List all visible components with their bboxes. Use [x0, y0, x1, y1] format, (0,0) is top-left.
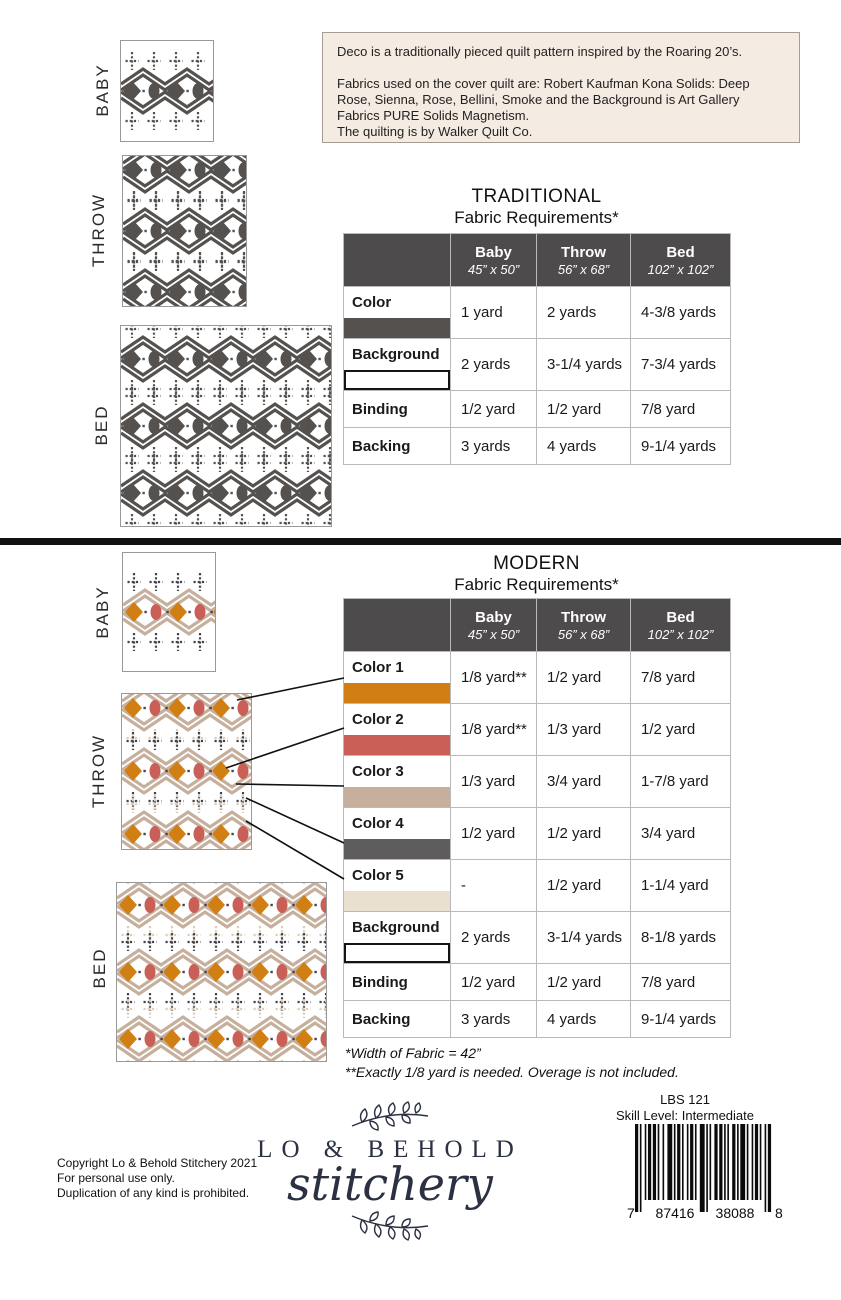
column-header-throw — [537, 599, 631, 652]
svg-text:7: 7 — [627, 1205, 635, 1221]
row-label-color-5 — [344, 860, 451, 912]
cell-backing-bed: 9-1/4 yards — [631, 1001, 731, 1038]
label-traditional-bed: BED — [92, 404, 111, 446]
column-name: Baby — [475, 608, 512, 626]
row-label-text: Binding — [352, 400, 408, 418]
logo-wordmark: LO & BEHOLD — [257, 1136, 523, 1163]
sku-block — [590, 1092, 780, 1124]
column-header-bed — [631, 234, 731, 287]
row-label-color — [344, 287, 451, 339]
cell-color-4-throw: 1/2 yard — [537, 808, 631, 860]
column-header-baby — [451, 599, 537, 652]
laurel-sprig-icon — [348, 1210, 432, 1242]
modern-fabric-table — [343, 598, 731, 1038]
column-name: Bed — [666, 608, 695, 626]
row-label-text: Color 2 — [352, 711, 404, 728]
cell-background-throw: 3-1/4 yards — [537, 912, 631, 964]
section-divider — [0, 538, 841, 545]
cell-backing-throw: 4 yards — [537, 428, 631, 465]
cell-binding-throw: 1/2 yard — [537, 391, 631, 428]
traditional-title: TRADITIONAL — [471, 186, 602, 207]
upc-barcode — [623, 1122, 787, 1224]
info-line-2: Fabrics used on the cover quilt are: Robert Kaufman Kona Solids: Deep Rose, Sienna, Rose, Bellini, Smoke and the Background is Art Gallery Fabrics PURE Solids Magnetism. — [337, 76, 750, 123]
cell-backing-throw: 4 yards — [537, 1001, 631, 1038]
fabric-swatch-color-2 — [344, 735, 450, 755]
cell-background-baby: 2 yards — [451, 339, 537, 391]
row-label-color-2 — [344, 704, 451, 756]
copyright-line-1: Copyright Lo & Behold Stitchery 2021 — [57, 1156, 258, 1170]
fabric-swatch-color-3 — [344, 787, 450, 807]
cell-background-bed: 7-3/4 yards — [631, 339, 731, 391]
table-corner-cell — [344, 599, 451, 652]
label-modern-throw: THROW — [89, 733, 108, 809]
cell-binding-bed: 7/8 yard — [631, 964, 731, 1001]
column-header-baby — [451, 234, 537, 287]
row-label-text: Color 4 — [352, 815, 404, 832]
row-label-color-4 — [344, 808, 451, 860]
cell-color-4-bed: 3/4 yard — [631, 808, 731, 860]
quilt-preview-modern-bed — [116, 882, 327, 1062]
label-modern-bed: BED — [90, 947, 109, 989]
cell-binding-baby: 1/2 yard — [451, 391, 537, 428]
cell-color-5-baby: - — [451, 860, 537, 912]
column-size: 45” x 50” — [467, 261, 520, 277]
label-traditional-throw: THROW — [89, 192, 108, 268]
row-label-text: Color 1 — [352, 659, 404, 676]
copyright-line-3: Duplication of any kind is prohibited. — [57, 1186, 250, 1200]
pattern-info-box — [322, 32, 800, 143]
fabric-swatch-background — [344, 943, 450, 963]
skill-level: Skill Level: Intermediate — [615, 1108, 754, 1123]
label-traditional-baby: BABY — [93, 63, 112, 117]
fabric-swatch-color-1 — [344, 683, 450, 703]
column-size: 102” x 102” — [647, 261, 714, 277]
quilt-preview-traditional-bed — [120, 325, 332, 527]
row-label-text: Binding — [352, 973, 408, 991]
cell-background-baby: 2 yards — [451, 912, 537, 964]
traditional-fabric-table — [343, 233, 731, 465]
fabric-swatch-color — [344, 318, 450, 338]
column-header-bed — [631, 599, 731, 652]
row-label-text: Background — [352, 346, 440, 363]
svg-text:38088: 38088 — [715, 1205, 755, 1221]
cell-color-bed: 4-3/8 yards — [631, 287, 731, 339]
row-label-text: Backing — [352, 437, 411, 455]
traditional-title-block — [343, 186, 730, 228]
cell-color-2-bed: 1/2 yard — [631, 704, 731, 756]
quilt-preview-modern-throw — [121, 693, 252, 850]
label-modern-baby: BABY — [93, 585, 112, 639]
column-name: Throw — [561, 243, 606, 261]
column-name: Throw — [561, 608, 606, 626]
row-label-backing — [344, 428, 451, 465]
column-size: 45” x 50” — [467, 626, 520, 642]
cell-background-bed: 8-1/8 yards — [631, 912, 731, 964]
row-label-background — [344, 912, 451, 964]
row-label-background — [344, 339, 451, 391]
row-label-binding — [344, 391, 451, 428]
copyright-line-2: For personal use only. — [57, 1171, 175, 1185]
column-name: Bed — [666, 243, 695, 261]
cell-backing-baby: 3 yards — [451, 428, 537, 465]
cell-backing-baby: 3 yards — [451, 1001, 537, 1038]
footnote-width: *Width of Fabric = 42” — [345, 1045, 481, 1061]
cell-backing-bed: 9-1/4 yards — [631, 428, 731, 465]
svg-text:8: 8 — [775, 1205, 783, 1221]
column-size: 56” x 68” — [557, 261, 610, 277]
modern-title-block — [343, 553, 730, 595]
cell-color-1-baby: 1/8 yard** — [451, 652, 537, 704]
fabric-swatch-color-5 — [344, 891, 450, 911]
row-label-text: Background — [352, 919, 440, 936]
cell-color-baby: 1 yard — [451, 287, 537, 339]
sku-number: LBS 121 — [660, 1092, 710, 1107]
table-corner-cell — [344, 234, 451, 287]
column-name: Baby — [475, 243, 512, 261]
cell-color-3-bed: 1-7/8 yard — [631, 756, 731, 808]
svg-text:87416: 87416 — [655, 1205, 695, 1221]
traditional-subtitle: Fabric Requirements* — [454, 208, 619, 227]
cell-color-2-baby: 1/8 yard** — [451, 704, 537, 756]
quilt-preview-modern-baby — [122, 552, 216, 672]
laurel-sprig-icon — [348, 1100, 432, 1132]
cell-color-4-baby: 1/2 yard — [451, 808, 537, 860]
copyright-block — [57, 1156, 257, 1201]
column-header-throw — [537, 234, 631, 287]
footnotes — [345, 1044, 679, 1082]
row-label-color-3 — [344, 756, 451, 808]
cell-color-2-throw: 1/3 yard — [537, 704, 631, 756]
row-label-color-1 — [344, 652, 451, 704]
cell-background-throw: 3-1/4 yards — [537, 339, 631, 391]
quilt-preview-traditional-baby — [120, 40, 214, 142]
cell-binding-throw: 1/2 yard — [537, 964, 631, 1001]
fabric-swatch-background — [344, 370, 450, 390]
cell-color-3-throw: 3/4 yard — [537, 756, 631, 808]
modern-subtitle: Fabric Requirements* — [454, 575, 619, 594]
quilt-preview-traditional-throw — [122, 155, 247, 307]
row-label-binding — [344, 964, 451, 1001]
cell-binding-bed: 7/8 yard — [631, 391, 731, 428]
cell-color-5-throw: 1/2 yard — [537, 860, 631, 912]
cell-color-1-bed: 7/8 yard — [631, 652, 731, 704]
cell-color-throw: 2 yards — [537, 287, 631, 339]
info-line-1: Deco is a traditionally pieced quilt pattern inspired by the Roaring 20’s. — [337, 44, 743, 59]
fabric-swatch-color-4 — [344, 839, 450, 859]
row-label-backing — [344, 1001, 451, 1038]
logo-script: stitchery — [287, 1157, 493, 1211]
brand-logo — [240, 1100, 540, 1242]
column-size: 102” x 102” — [647, 626, 714, 642]
row-label-text: Color 5 — [352, 867, 404, 884]
cell-color-5-bed: 1-1/4 yard — [631, 860, 731, 912]
cell-color-1-throw: 1/2 yard — [537, 652, 631, 704]
cell-color-3-baby: 1/3 yard — [451, 756, 537, 808]
footnote-overage: **Exactly 1/8 yard is needed. Overage is not included. — [345, 1064, 679, 1080]
row-label-text: Backing — [352, 1010, 411, 1028]
info-line-3: The quilting is by Walker Quilt Co. — [337, 124, 533, 139]
row-label-text: Color — [352, 294, 392, 311]
row-label-text: Color 3 — [352, 763, 404, 780]
cell-binding-baby: 1/2 yard — [451, 964, 537, 1001]
column-size: 56” x 68” — [557, 626, 610, 642]
modern-title: MODERN — [493, 553, 580, 574]
